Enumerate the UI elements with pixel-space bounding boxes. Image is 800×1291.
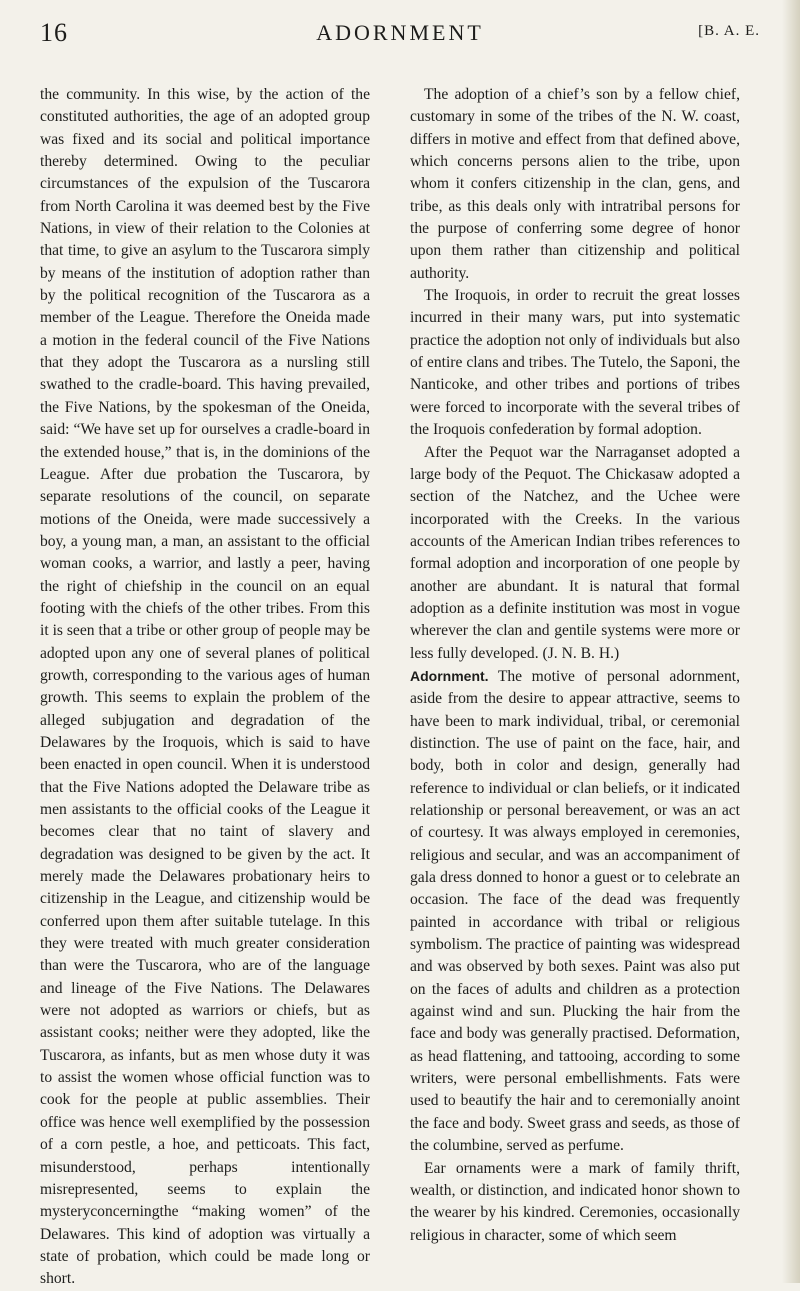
page-header [40,18,760,58]
entry-text: The motive of personal adornment, aside from the desire to appear attractive, seems to have been to mark individual, tribal, or ceremonial distinction. The use of paint on the face, hair, and body, both in color and design, generally had reference to individual or clan beliefs, or it indicated relationship or personal bereavement, or was an act of courtesy. It was always employed in ceremonies, religious and secular, and was an accompaniment of gala dress donned to honor a guest or to celebrate an occasion. The face of the dead was frequently painted in accordance with tribal or religious symbolism. The practice of painting was widespread and was observed by both sexes. Paint was also put on the faces of adults and children as a protection against wind and sun. Plucking the hair from the face and body was generally practised. Deformation, as head flattening, and tattooing, according to some writers, were personal embellishments. Fats were used to beautify the hair and to ceremonially anoint the face and body. Sweet grass and seeds, as those of the columbine, served as perfume. [410,667,741,1155]
right-column [410,84,740,1247]
paragraph: After the Pequot war the Narraganset adopted a large body of the Pequot. The Chickasaw adopted a section of the Natchez, and the Uchee were incorporated with the Creeks. In the various accounts of the American Indian tribes references to formal adoption and incorporation of one people by another are abundant. It is natural that formal adoption as a definite institution was most in vogue wherever the clan and gentile systems were more or less fully developed. (J. N. B. H.) [410,443,740,662]
running-title: ADORNMENT [316,20,484,45]
section-tag: [B. A. E. [698,23,760,39]
page-edge-shadow [782,0,800,1283]
paragraph: The Iroquois, in order to recruit the great losses incurred in their many wars, put into systematic practice the adoption not only of individuals but also of entire clans and tribes. The Tutelo, the Saponi, the Nanticoke, and other tribes and portions of tribes were forced to incorporate with the several tribes of the Iroquois confederation by formal adoption. [410,287,740,439]
paragraph: The adoption of a chief’s son by a fellow chief, customary in some of the tribes of the N. W. coast, differs in motive and effect from that defined above, which concerns persons alien to the tribe, upon whom it confers citizenship in the clan, gens, and tribe, as this deals only with intratribal persons for the purpose of conferring some degree of honor upon them rather than citizenship and political authority. [410,86,740,282]
entry-paragraph [410,665,740,1158]
page-number: 16 [40,18,68,47]
left-column [40,84,370,1291]
paragraph: the community. In this wise, by the action of the constituted authorities, the age of an adopted group was fixed and its social and political importance thereby determined. Owing to the peculiar circumstances of the expulsion of the Tuscarora from North Carolina it was deemed best by the Five Nations, in view of their relation to the Colonies at that time, to give an asylum to the Tuscarora simply by means of the institution of adoption rather than by the political recognition of the Tuscarora as a member of the League. Therefore the Oneida made a motion in the federal council of the Five Nations that they adopt the Tuscarora as a nursling still swathed to the cradle-board. This having prevailed, the Five Nations, by the spokesman of the Oneida, said: “We have set up for ourselves a cradle-board in the extended house,” that is, in the dominions of the League. After due probation the Tuscarora, by separate resolutions of the council, on separate motions of the Oneida, were made successively a boy, a young man, a man, an assistant to the official woman cooks, a warrior, and lastly a peer, having the right of chiefship in the council on an equal footing with the chiefs of the other tribes. From this it is seen that a tribe or other group of people may be adopted upon any one of several planes of political growth, corresponding to the various ages of human growth. This seems to explain the problem of the alleged subjugation and degradation of the Delawares by the Iroquois, which is said to have been enacted in open council. When it is understood that the Five Nations adopted the Delaware tribe as men assistants to the official cooks of the League it becomes clear that no taint of slavery and degradation was designed to be given by the act. It merely made the Delawares probationary heirs to citizenship in the League, and citizenship would be conferred upon them after suitable tutelage. In this they were treated with much greater consideration than were the Tuscarora, who are of the language and lineage of the Five Nations. The Delawares were not adopted as warriors or chiefs, but as assistant cooks; neither were they adopted, like the Tuscarora, as infants, but as men whose duty it was to assist the women whose official function was to cook for the people at public assemblies. Their office was hence well exemplified by the possession of a corn pestle, a hoe, and petticoats. This fact, misunderstood, perhaps intentionally misrepresented, seems to explain the mysteryconcerningthe “making women” of the Delawares. This kind of adoption was virtually a state of probation, which could be made long or short. [40,86,370,1288]
entry-heading: Adornment. [410,667,489,684]
paragraph: Ear ornaments were a mark of family thrift, wealth, or distinction, and indicated honor shown to the wearer by his kindred. Ceremonies, occasionally religious in character, some of which seem [410,1159,740,1244]
